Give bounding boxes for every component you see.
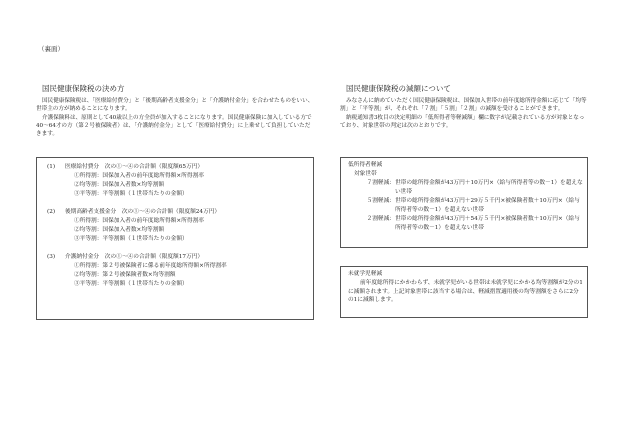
preschool-title: 未就学児軽減 <box>348 271 383 277</box>
preschool-text: 前年度総所得にかかわらず、未就学児がいる世帯は未就学児にかかる均等割額が2分の1に減額されます。上記対象世帯に該当する場合は、軽減措置適用後の均等割額をさらに2分の1に減額します。 <box>348 280 583 304</box>
item-number: (2) <box>47 209 56 215</box>
item-line: ③平等割：平等割額（１世帯当たりの金額） <box>74 191 188 197</box>
nursing-care-component <box>47 253 307 289</box>
reduction-paragraph-1: みなさんに納めていただく国民健康保険税は、国保加入世帯の前年度総所得金額に応じて「均等割」と「平等割」が、それぞれ「７割」「５割」「２割」の減額を受けることができます。 <box>340 98 587 113</box>
intro-paragraph-2: 介護保険料は、原則として40歳以上の方全員が加入することになります。国民健康保険に加入している方で40～64才の方（第２号被保険者）は、「介護納付金分」として「医療給付費分」に上乗せして負担していただきます。 <box>36 114 312 138</box>
item-line: ②均等割：国保加入者数×均等割額 <box>74 227 165 233</box>
reduction-text: 世帯の総所得金額が43万円＋29万５千円×被保険者数＋10万円×（給与所得者等の数－1）を超えない世帯 <box>395 198 580 213</box>
page-label: （裏面） <box>38 45 64 53</box>
reduction-row-20 <box>348 215 583 233</box>
target-households-label: 対象世帯 <box>354 171 377 177</box>
low-income-reduction-box <box>340 157 588 248</box>
reduction-row-50 <box>348 197 583 215</box>
reduction-paragraph-2: 納税通知書3枚目の決定明細の「低所得者等軽減額」欄に数字が記載されている方が対象となっており、対象世帯の判定は次のとおりです。 <box>340 114 585 129</box>
item-line: ②均等割：国保加入者数×均等割額 <box>74 182 165 188</box>
item-line: ③平等割：平等割額（１世帯当たりの金額） <box>74 236 188 242</box>
reduction-label: ５割軽減： <box>366 198 395 204</box>
medical-component <box>47 163 307 199</box>
item-line: ②均等割：第２号被保険者数×均等割額 <box>74 272 176 278</box>
item-number: (3) <box>47 254 56 260</box>
reduction-row-70 <box>348 179 583 197</box>
low-income-title: 低所得者軽減 <box>348 162 383 168</box>
item-line: ①所得割：第２号被保険者に係る前年度総所得額×所得割率 <box>74 263 227 269</box>
item-line: ①所得割：国保加入者の前年度総所得額×所得割率 <box>74 218 204 224</box>
tax-components-box <box>36 157 314 320</box>
reduction-text: 世帯の総所得金額が43万円＋54万５千円×被保険者数＋10万円×（給与所得者等の数－1）を超えない世帯 <box>395 216 580 231</box>
reduction-label: ２割軽減： <box>366 216 395 222</box>
item-heading: 介護納付金分 次の①～④の合計額（限度額17万円） <box>65 254 204 260</box>
item-heading: 後期高齢者支援金分 次の①～④の合計額（限度額24万円） <box>65 209 221 215</box>
section-title-right: 国民健康保険税の減額について <box>346 84 451 93</box>
item-number: (1) <box>47 164 56 170</box>
preschool-reduction-box <box>340 266 588 318</box>
tax-determination-section <box>36 83 314 138</box>
reduction-text: 世帯の総所得金額が43万円＋10万円×（給与所得者等の数－1）を超えない世帯 <box>395 180 583 195</box>
elderly-support-component <box>47 208 307 244</box>
item-heading: 医療給付費分 次の①～④の合計額（限度額65万円） <box>65 164 204 170</box>
item-line: ①所得割：国保加入者の前年度総所得額×所得割率 <box>74 173 204 179</box>
item-line: ③平等割：平等割額（１世帯当たりの金額） <box>74 281 188 287</box>
intro-paragraph-1: 国民健康保険税は、「医療給付費分」と「後期高齢者支援金分」と「介護納付金分」を合わせたものをいい、世帯主の方が納めることになります。 <box>36 98 314 113</box>
reduction-label: ７割軽減： <box>366 180 395 186</box>
tax-reduction-section <box>340 83 588 130</box>
section-title-left: 国民健康保険税の決め方 <box>42 84 125 93</box>
